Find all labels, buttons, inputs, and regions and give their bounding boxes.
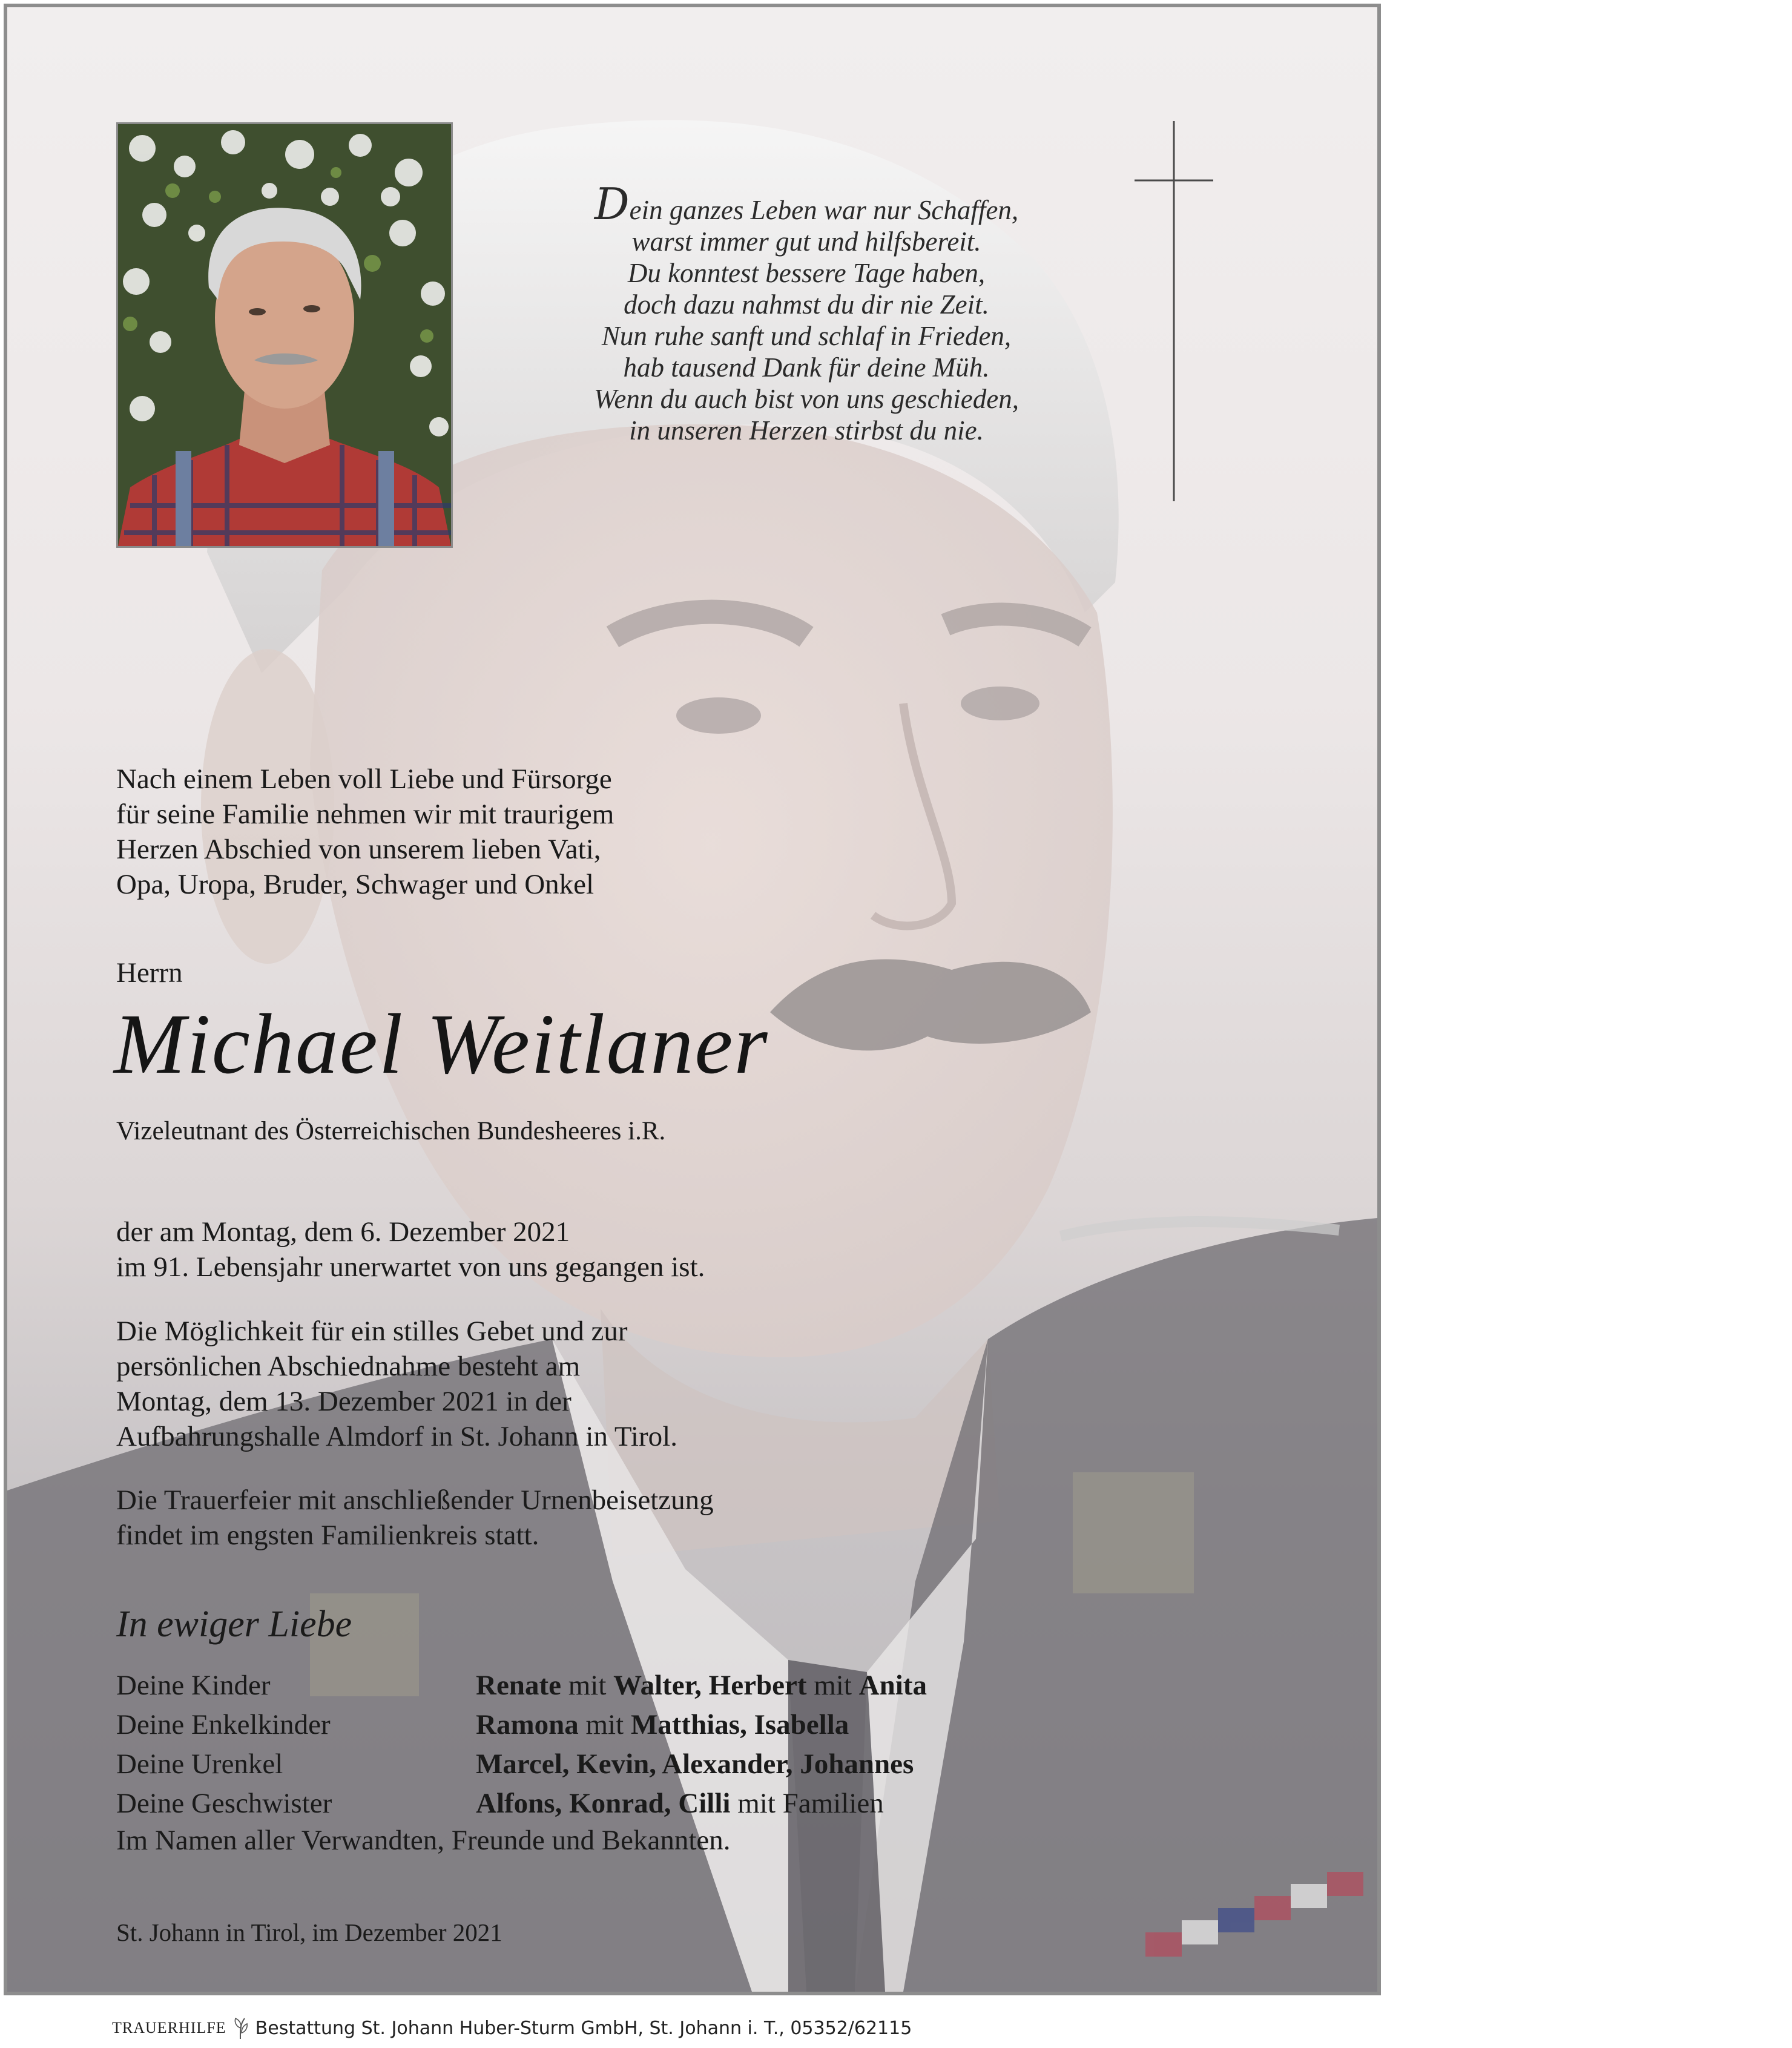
poem-line: Wenn du auch bist von uns geschieden, [594,384,1019,414]
poem-line [516,179,1097,229]
footer [112,2014,912,2042]
portrait-photo [116,122,453,548]
family-connector: mit Familien [730,1788,884,1819]
family-name-bold: Anita [858,1670,927,1701]
poem-line: hab tausend Dank für deine Müh. [623,352,990,383]
prayer-notice [116,1314,843,1454]
poem-initial: D [594,179,630,229]
notice-line: findet im engsten Familienkreis statt. [116,1520,539,1551]
salutation: Herrn [116,957,183,989]
family-name-bold: Renate [476,1670,561,1701]
notice-line: im 91. Lebensjahr unerwartet von uns gegangen ist. [116,1251,705,1283]
ceremony-notice [116,1483,843,1553]
intro-text [116,762,782,902]
deceased-rank: Vizeleutnant des Österreichischen Bundesheeres i.R. [116,1117,666,1145]
family-relation: Deine Geschwister [116,1788,332,1819]
notice-line: Die Trauerfeier mit anschließender Urnenbeisetzung [116,1484,714,1516]
family-names [476,1745,914,1784]
family-relation: Deine Kinder [116,1670,271,1701]
notice-line: Die Möglichkeit für ein stilles Gebet und zur [116,1315,628,1347]
cross-icon [1135,121,1213,501]
family-relation: Deine Urenkel [116,1748,283,1780]
notice-line: Aufbahrungshalle Almdorf in St. Johann in Tirol. [116,1421,677,1452]
footer-text: Bestattung St. Johann Huber-Sturm GmbH, St. Johann i. T., 05352/62115 [255,2017,912,2039]
family-names [476,1784,884,1823]
poem-line: doch dazu nahmst du dir nie Zeit. [624,289,989,320]
poem-line: Nun ruhe sanft und schlaf in Frieden, [601,321,1012,351]
notice-line: Montag, dem 13. Dezember 2021 in der [116,1386,572,1417]
deceased-name: Michael Weitlaner [114,996,769,1091]
notice-line: persönlichen Abschiednahme besteht am [116,1351,581,1382]
family-names [476,1705,849,1745]
footer-brand: TRAUERHILFE [112,2019,226,2036]
intro-line: für seine Familie nehmen wir mit traurigem [116,798,614,830]
poem-line: warst immer gut und hilfsbereit. [631,226,981,257]
poem-line: Du konntest bessere Tage haben, [627,258,986,288]
family-relation: Deine Enkelkinder [116,1709,331,1740]
death-notice [116,1214,843,1285]
place-date: St. Johann in Tirol, im Dezember 2021 [116,1918,502,1946]
family-connector: mit [578,1709,631,1740]
family-names [476,1666,927,1705]
obituary-card [4,4,1381,1995]
closing-line: Im Namen aller Verwandten, Freunde und Bekannten. [116,1825,731,1856]
in-love-heading: In ewiger Liebe [116,1604,352,1645]
intro-line: Opa, Uropa, Bruder, Schwager und Onkel [116,869,595,900]
family-name-bold: Matthias, Isabella [630,1709,849,1740]
leaf-icon [231,2016,249,2040]
family-name-bold: Marcel, Kevin, Alexander, Johannes [476,1748,914,1780]
memorial-poem [516,179,1097,446]
notice-line: der am Montag, dem 6. Dezember 2021 [116,1216,570,1248]
intro-line: Nach einem Leben voll Liebe und Fürsorge [116,763,612,795]
poem-line: in unseren Herzen stirbst du nie. [629,415,984,446]
intro-line: Herzen Abschied von unserem lieben Vati, [116,834,601,865]
poem-first-line: ein ganzes Leben war nur Schaffen, [629,195,1019,225]
family-name-bold: Walter, Herbert [613,1670,807,1701]
family-name-bold: Ramona [476,1709,579,1740]
family-name-bold: Alfons, Konrad, Cilli [476,1788,731,1819]
family-connector: mit [806,1670,859,1701]
family-connector: mit [561,1670,614,1701]
